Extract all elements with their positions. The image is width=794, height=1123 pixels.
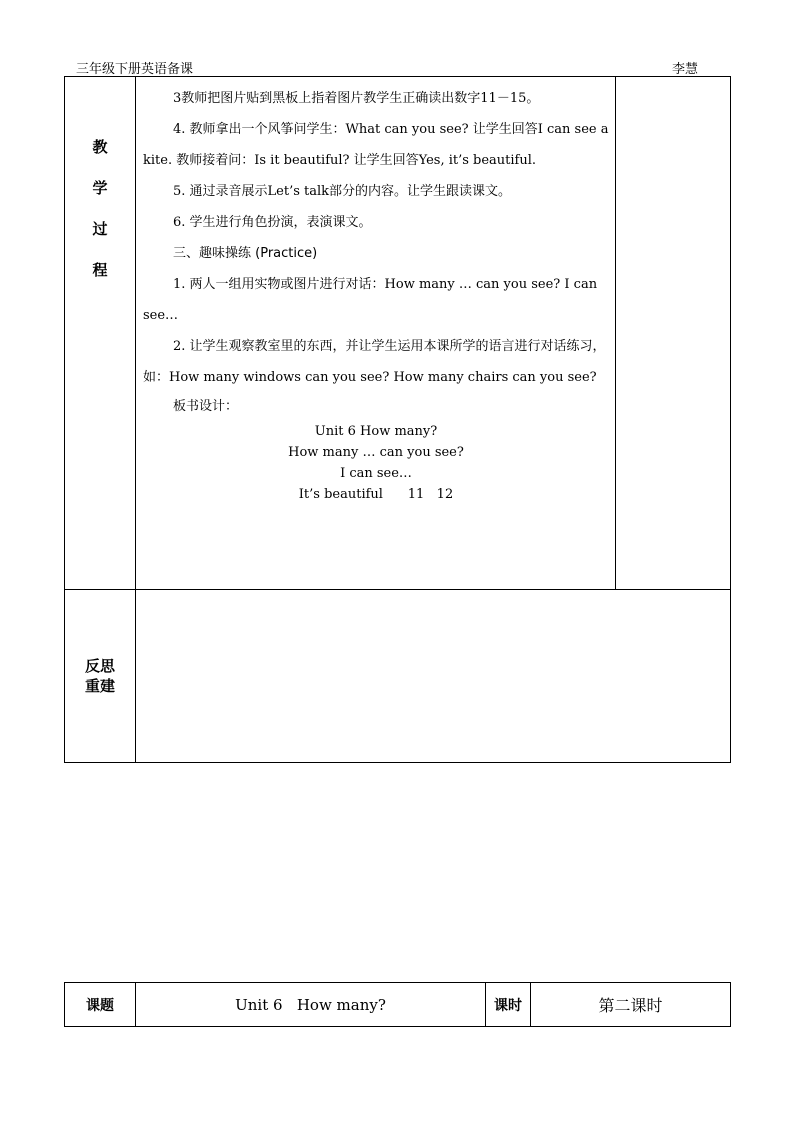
board-design-title: 板书设计：: [173, 399, 239, 414]
header-course-title: 三年级下册英语备课: [76, 62, 194, 77]
process-label-char: 教: [92, 138, 108, 156]
process-step-4: 4. 教师拿出一个风筝问学生：What can you see? 让学生回答I can see a kite. 教师接着问：Is it beautiful? 让学生回答Yes, it’s beautiful.: [143, 122, 609, 168]
reflection-label-line: 反思: [84, 657, 115, 675]
period-value: 第二课时: [531, 983, 731, 1027]
board-line: Unit 6 How many?: [314, 424, 438, 439]
practice-heading: 三、趣味操练 (Practice): [173, 246, 318, 261]
practice-step-1: 1. 两人一组用实物或图片进行对话：How many … can you see? I can see…: [143, 277, 598, 323]
process-label-char: 程: [92, 261, 108, 279]
board-line: I can see…: [340, 466, 412, 481]
reflection-content-cell: [136, 590, 731, 763]
process-step-6: 6. 学生进行角色扮演，表演课文。: [173, 215, 372, 230]
process-row: [65, 77, 731, 590]
board-line: How many … can you see?: [288, 445, 464, 460]
board-design: [143, 421, 609, 523]
topic-label: 课题: [65, 983, 136, 1027]
process-step-3: 3教师把图片贴到黑板上指着图片教学生正确读出数字11－15。: [173, 91, 540, 106]
reflection-label-cell: [65, 590, 136, 763]
reflection-row: [65, 590, 731, 763]
practice-step-2: 2. 让学生观察教室里的东西，并让学生运用本课所学的语言进行对话练习，如：How many windows can you see? How many chairs can you see?: [143, 339, 606, 385]
header-teacher-name: 李慧: [671, 62, 698, 77]
reflection-label-line: 重建: [84, 677, 115, 695]
board-line: It’s beautiful 11 12: [298, 487, 454, 502]
process-label-cell: [65, 77, 136, 590]
process-label-char: 学: [92, 179, 108, 197]
lesson-info-table: [64, 982, 731, 1027]
process-step-5: 5. 通过录音展示Let’s talk部分的内容。让学生跟读课文。: [173, 184, 512, 199]
lesson-plan-table: [64, 76, 731, 763]
period-label: 课时: [486, 983, 531, 1027]
process-label-char: 过: [92, 220, 108, 238]
process-content-cell: [136, 77, 616, 590]
page-header: [64, 56, 730, 77]
process-notes-cell: [616, 77, 731, 590]
topic-value: Unit 6 How many?: [136, 983, 486, 1027]
